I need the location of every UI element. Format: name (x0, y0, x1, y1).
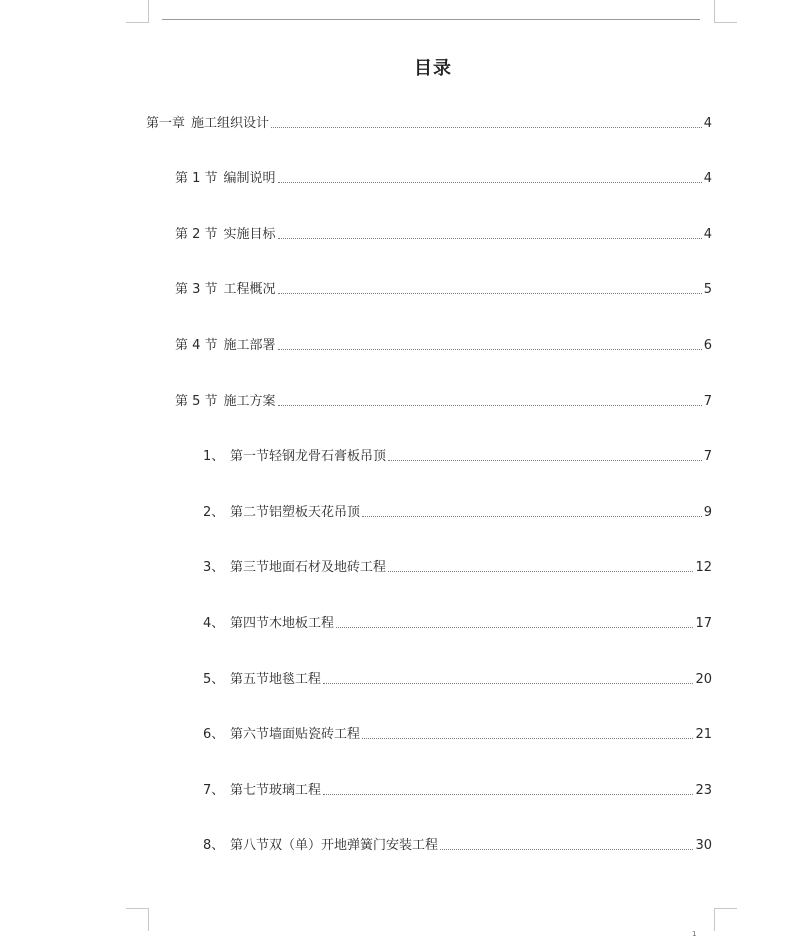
toc-entry-label: 施工组织设计 (191, 116, 270, 131)
toc-entry-label: 第七节玻璃工程 (230, 783, 322, 798)
toc-entry-number: 第 1 节 (175, 171, 218, 186)
toc-entry-page: 30 (695, 838, 712, 853)
crop-mark-bottom-right (714, 908, 737, 931)
toc-entry-label: 施工部署 (223, 338, 276, 353)
toc-entry-label: 工程概况 (223, 282, 276, 297)
toc-entry[interactable] (203, 670, 712, 688)
toc-entry-page: 6 (703, 338, 712, 353)
toc-entry[interactable] (203, 725, 712, 743)
toc-leader-dots (278, 182, 702, 183)
toc-entry-page: 4 (703, 171, 712, 186)
toc-entry-number: 5、 (203, 672, 225, 687)
toc-entry[interactable] (203, 614, 712, 632)
toc-entry-label: 编制说明 (223, 171, 276, 186)
toc-entry-page: 4 (703, 116, 712, 131)
toc-entry-page: 17 (695, 616, 712, 631)
toc-entry-page: 5 (703, 282, 712, 297)
toc-entry[interactable] (146, 114, 712, 132)
toc-entry-label: 第五节地毯工程 (230, 672, 322, 687)
toc-entry-number: 第 3 节 (175, 282, 218, 297)
toc-leader-dots (278, 405, 702, 406)
toc-entry[interactable] (203, 781, 712, 799)
toc-entry-number: 7、 (203, 783, 225, 798)
toc-entry-number: 4、 (203, 616, 225, 631)
toc-entry[interactable] (175, 280, 712, 298)
toc-entry-label: 第一节轻钢龙骨石膏板吊顶 (230, 449, 387, 464)
toc-entry-page: 7 (703, 394, 712, 409)
toc-entry-number: 第 2 节 (175, 227, 218, 242)
header-rule (162, 19, 700, 20)
toc-entry-page: 23 (695, 783, 712, 798)
crop-mark-top-right (714, 0, 737, 23)
toc-leader-dots (323, 794, 693, 795)
toc-leader-dots (362, 516, 702, 517)
toc-leader-dots (323, 683, 693, 684)
toc-leader-dots (271, 127, 702, 128)
toc-leader-dots (362, 738, 693, 739)
crop-mark-top-left (126, 0, 149, 23)
toc-entry-page: 20 (695, 672, 712, 687)
toc-entry-number: 第 4 节 (175, 338, 218, 353)
toc-entry-number: 8、 (203, 838, 225, 853)
toc-entry[interactable] (203, 447, 712, 465)
toc-entry-label: 实施目标 (223, 227, 276, 242)
toc-leader-dots (336, 627, 693, 628)
toc-entry-label: 第六节墙面贴瓷砖工程 (230, 727, 361, 742)
toc-leader-dots (440, 849, 693, 850)
toc-entry[interactable] (203, 558, 712, 576)
toc-entry-number: 3、 (203, 560, 225, 575)
toc-entry-number: 6、 (203, 727, 225, 742)
toc-leader-dots (388, 571, 693, 572)
toc-entry-label: 第二节铝塑板天花吊顶 (230, 505, 361, 520)
toc-entry-label: 施工方案 (223, 394, 276, 409)
toc-entry[interactable] (175, 336, 712, 354)
toc-entry-number: 第一章 (146, 116, 186, 131)
toc-entry-label: 第四节木地板工程 (230, 616, 335, 631)
toc-leader-dots (278, 238, 702, 239)
toc-entry-label: 第八节双（单）开地弹簧门安装工程 (230, 838, 439, 853)
footer-page-number: 1 (692, 930, 697, 938)
toc-leader-dots (388, 460, 702, 461)
toc-entry[interactable] (203, 503, 712, 521)
toc-entry-label: 第三节地面石材及地砖工程 (230, 560, 387, 575)
toc-entry-number: 第 5 节 (175, 394, 218, 409)
toc-entry-page: 7 (703, 449, 712, 464)
toc-entry-page: 4 (703, 227, 712, 242)
toc-entry-page: 12 (695, 560, 712, 575)
toc-leader-dots (278, 349, 702, 350)
crop-mark-bottom-left (126, 908, 149, 931)
toc-leader-dots (278, 293, 702, 294)
toc-entry[interactable] (175, 225, 712, 243)
toc-entry-page: 21 (695, 727, 712, 742)
toc-entry-number: 2、 (203, 505, 225, 520)
toc-entry-number: 1、 (203, 449, 225, 464)
toc-entry[interactable] (203, 836, 712, 854)
toc-entry-page: 9 (703, 505, 712, 520)
toc-entry[interactable] (175, 169, 712, 187)
toc-entry[interactable] (175, 392, 712, 410)
toc-title: 目录 (414, 58, 452, 79)
